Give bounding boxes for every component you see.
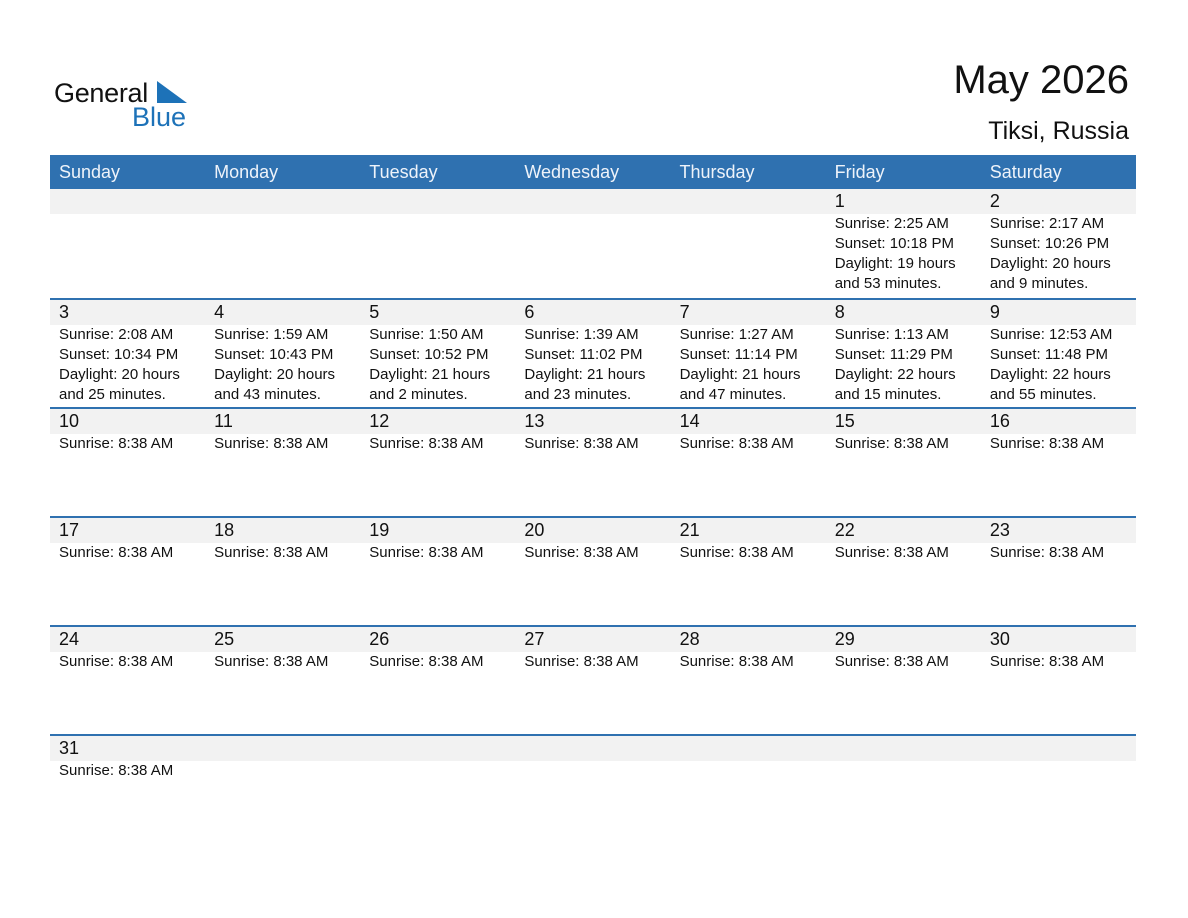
day-number: 8 bbox=[834, 302, 845, 322]
day-info-line: Daylight: 22 hours bbox=[989, 366, 1111, 383]
weekday-monday: Monday bbox=[214, 162, 279, 182]
day-number: 12 bbox=[369, 411, 390, 431]
day-number: 20 bbox=[524, 520, 545, 540]
day-cell bbox=[50, 627, 205, 734]
weekday-wednesday: Wednesday bbox=[524, 162, 620, 182]
day-number: 13 bbox=[524, 411, 545, 431]
logo-text-general: General bbox=[54, 78, 148, 108]
day-info-line: Sunrise: 8:38 AM bbox=[524, 435, 639, 452]
day-cell bbox=[671, 300, 826, 407]
day-number: 22 bbox=[834, 520, 855, 540]
day-info-line: Sunrise: 8:38 AM bbox=[989, 435, 1105, 452]
day-number: 7 bbox=[679, 302, 690, 322]
logo-text-blue: Blue bbox=[132, 102, 187, 132]
day-info-line: Sunset: 10:18 PM bbox=[834, 235, 954, 252]
day-info-line: Sunrise: 8:38 AM bbox=[834, 544, 949, 561]
day-info-line: and 53 minutes. bbox=[834, 275, 942, 292]
date-band bbox=[50, 736, 1136, 761]
day-number: 14 bbox=[679, 411, 700, 431]
day-info-line: Sunset: 10:26 PM bbox=[989, 235, 1110, 252]
day-info-line: and 47 minutes. bbox=[679, 386, 787, 403]
day-info-line: Sunrise: 8:38 AM bbox=[679, 544, 794, 561]
day-cell bbox=[671, 627, 826, 734]
day-info-line: Sunrise: 8:38 AM bbox=[214, 544, 329, 561]
day-info-line: Sunrise: 12:53 AM bbox=[989, 326, 1113, 343]
day-cell bbox=[360, 518, 515, 625]
day-cell bbox=[826, 189, 981, 298]
day-number: 5 bbox=[369, 302, 380, 322]
day-info-line: Daylight: 20 hours bbox=[989, 255, 1111, 272]
day-number: 25 bbox=[214, 629, 235, 649]
page-title: May 2026 bbox=[953, 58, 1129, 102]
weekday-thursday: Thursday bbox=[679, 162, 755, 182]
day-info-line: Sunrise: 1:50 AM bbox=[369, 326, 484, 343]
day-info-line: and 25 minutes. bbox=[59, 386, 166, 403]
day-info-line: Sunrise: 2:08 AM bbox=[59, 326, 174, 343]
day-number: 28 bbox=[679, 629, 700, 649]
week-row bbox=[50, 298, 1136, 407]
day-cell bbox=[826, 300, 981, 407]
day-info-line: Sunset: 11:48 PM bbox=[989, 346, 1108, 363]
day-number: 31 bbox=[59, 738, 80, 758]
day-cell bbox=[826, 518, 981, 625]
day-cell bbox=[50, 736, 205, 843]
day-info-line: Sunrise: 8:38 AM bbox=[59, 653, 174, 670]
day-info-line: Daylight: 22 hours bbox=[834, 366, 956, 383]
day-cell bbox=[826, 627, 981, 734]
day-info-line: Sunrise: 8:38 AM bbox=[989, 544, 1105, 561]
day-info-line: Sunrise: 8:38 AM bbox=[369, 653, 484, 670]
day-info-line: and 9 minutes. bbox=[989, 275, 1089, 292]
day-number: 26 bbox=[369, 629, 390, 649]
day-cell bbox=[981, 300, 1136, 407]
day-cell bbox=[360, 627, 515, 734]
day-number: 17 bbox=[59, 520, 80, 540]
day-cell bbox=[981, 627, 1136, 734]
day-info-line: Sunrise: 8:38 AM bbox=[214, 653, 329, 670]
day-info-line: and 2 minutes. bbox=[369, 386, 468, 403]
day-info-line: Sunrise: 8:38 AM bbox=[59, 762, 174, 779]
day-cell bbox=[205, 409, 360, 516]
day-cell bbox=[515, 627, 670, 734]
day-number: 30 bbox=[989, 629, 1010, 649]
day-info-line: Sunset: 11:29 PM bbox=[834, 346, 953, 363]
day-number: 27 bbox=[524, 629, 545, 649]
day-info-line: Sunset: 11:14 PM bbox=[679, 346, 798, 363]
day-number: 23 bbox=[989, 520, 1010, 540]
week-row bbox=[50, 734, 1136, 843]
generalblue-logo bbox=[54, 78, 194, 130]
calendar-grid bbox=[50, 189, 1136, 843]
day-number: 29 bbox=[834, 629, 855, 649]
day-cell bbox=[205, 627, 360, 734]
day-number: 18 bbox=[214, 520, 235, 540]
day-cell bbox=[515, 518, 670, 625]
week-row bbox=[50, 516, 1136, 625]
day-number: 16 bbox=[989, 411, 1010, 431]
day-info-line: Daylight: 21 hours bbox=[369, 366, 491, 383]
week-row bbox=[50, 407, 1136, 516]
day-info-line: Sunrise: 8:38 AM bbox=[834, 435, 949, 452]
day-cell bbox=[671, 409, 826, 516]
weekday-header bbox=[50, 155, 1136, 189]
day-cell bbox=[671, 518, 826, 625]
weekday-tuesday: Tuesday bbox=[369, 162, 438, 182]
day-info-line: Sunrise: 8:38 AM bbox=[679, 435, 794, 452]
day-info-line: Sunrise: 2:17 AM bbox=[989, 215, 1105, 232]
day-info-line: Sunrise: 2:25 AM bbox=[834, 215, 949, 232]
day-cell bbox=[360, 300, 515, 407]
day-number: 4 bbox=[214, 302, 225, 322]
day-cell bbox=[981, 518, 1136, 625]
day-cell bbox=[826, 409, 981, 516]
day-number: 10 bbox=[59, 411, 80, 431]
location: Tiksi, Russia bbox=[988, 117, 1129, 145]
day-info-line: Sunrise: 8:38 AM bbox=[59, 435, 174, 452]
day-info-line: Sunrise: 8:38 AM bbox=[524, 544, 639, 561]
day-info-line: and 15 minutes. bbox=[834, 386, 942, 403]
day-info-line: Daylight: 21 hours bbox=[524, 366, 646, 383]
day-info-line: Sunset: 11:02 PM bbox=[524, 346, 643, 363]
day-info-line: Sunrise: 1:27 AM bbox=[679, 326, 794, 343]
day-info-line: Sunrise: 8:38 AM bbox=[679, 653, 794, 670]
day-number: 21 bbox=[679, 520, 700, 540]
day-info-line: Sunrise: 8:38 AM bbox=[989, 653, 1105, 670]
day-info-line: Sunrise: 1:39 AM bbox=[524, 326, 639, 343]
day-number: 11 bbox=[214, 411, 233, 431]
day-info-line: Sunset: 10:34 PM bbox=[59, 346, 179, 363]
day-number: 15 bbox=[834, 411, 855, 431]
week-row bbox=[50, 625, 1136, 734]
day-info-line: Daylight: 20 hours bbox=[59, 366, 180, 383]
day-info-line: Sunrise: 8:38 AM bbox=[369, 435, 484, 452]
logo-triangle-icon bbox=[157, 81, 189, 103]
day-number: 19 bbox=[369, 520, 390, 540]
day-info-line: Daylight: 21 hours bbox=[679, 366, 801, 383]
day-number: 6 bbox=[524, 302, 535, 322]
weekday-friday: Friday bbox=[834, 162, 885, 182]
day-info-line: Sunrise: 8:38 AM bbox=[59, 544, 174, 561]
day-number: 24 bbox=[59, 629, 80, 649]
day-cell bbox=[50, 518, 205, 625]
day-cell bbox=[205, 300, 360, 407]
day-number: 2 bbox=[989, 191, 1000, 211]
weekday-sunday: Sunday bbox=[59, 162, 121, 182]
day-cell bbox=[205, 518, 360, 625]
day-info-line: Daylight: 20 hours bbox=[214, 366, 336, 383]
week-row bbox=[50, 189, 1136, 298]
day-number: 3 bbox=[59, 302, 70, 322]
day-info-line: Sunrise: 8:38 AM bbox=[369, 544, 484, 561]
day-cell bbox=[515, 409, 670, 516]
day-info-line: Sunrise: 8:38 AM bbox=[214, 435, 329, 452]
day-cell bbox=[515, 300, 670, 407]
day-info-line: Daylight: 19 hours bbox=[834, 255, 956, 272]
day-info-line: Sunrise: 1:13 AM bbox=[834, 326, 949, 343]
day-info-line: and 55 minutes. bbox=[989, 386, 1097, 403]
day-number: 1 bbox=[834, 191, 845, 211]
day-cell bbox=[981, 409, 1136, 516]
day-info-line: Sunset: 10:52 PM bbox=[369, 346, 489, 363]
day-info-line: Sunrise: 1:59 AM bbox=[214, 326, 329, 343]
day-info-line: and 43 minutes. bbox=[214, 386, 321, 403]
weekday-saturday: Saturday bbox=[989, 162, 1062, 182]
day-cell bbox=[50, 300, 205, 407]
day-info-line: Sunrise: 8:38 AM bbox=[834, 653, 949, 670]
day-info-line: Sunrise: 8:38 AM bbox=[524, 653, 639, 670]
day-cell bbox=[360, 409, 515, 516]
day-info-line: and 23 minutes. bbox=[524, 386, 632, 403]
day-cell bbox=[981, 189, 1136, 298]
day-cell bbox=[50, 409, 205, 516]
day-info-line: Sunset: 10:43 PM bbox=[214, 346, 334, 363]
day-number: 9 bbox=[989, 302, 1000, 322]
